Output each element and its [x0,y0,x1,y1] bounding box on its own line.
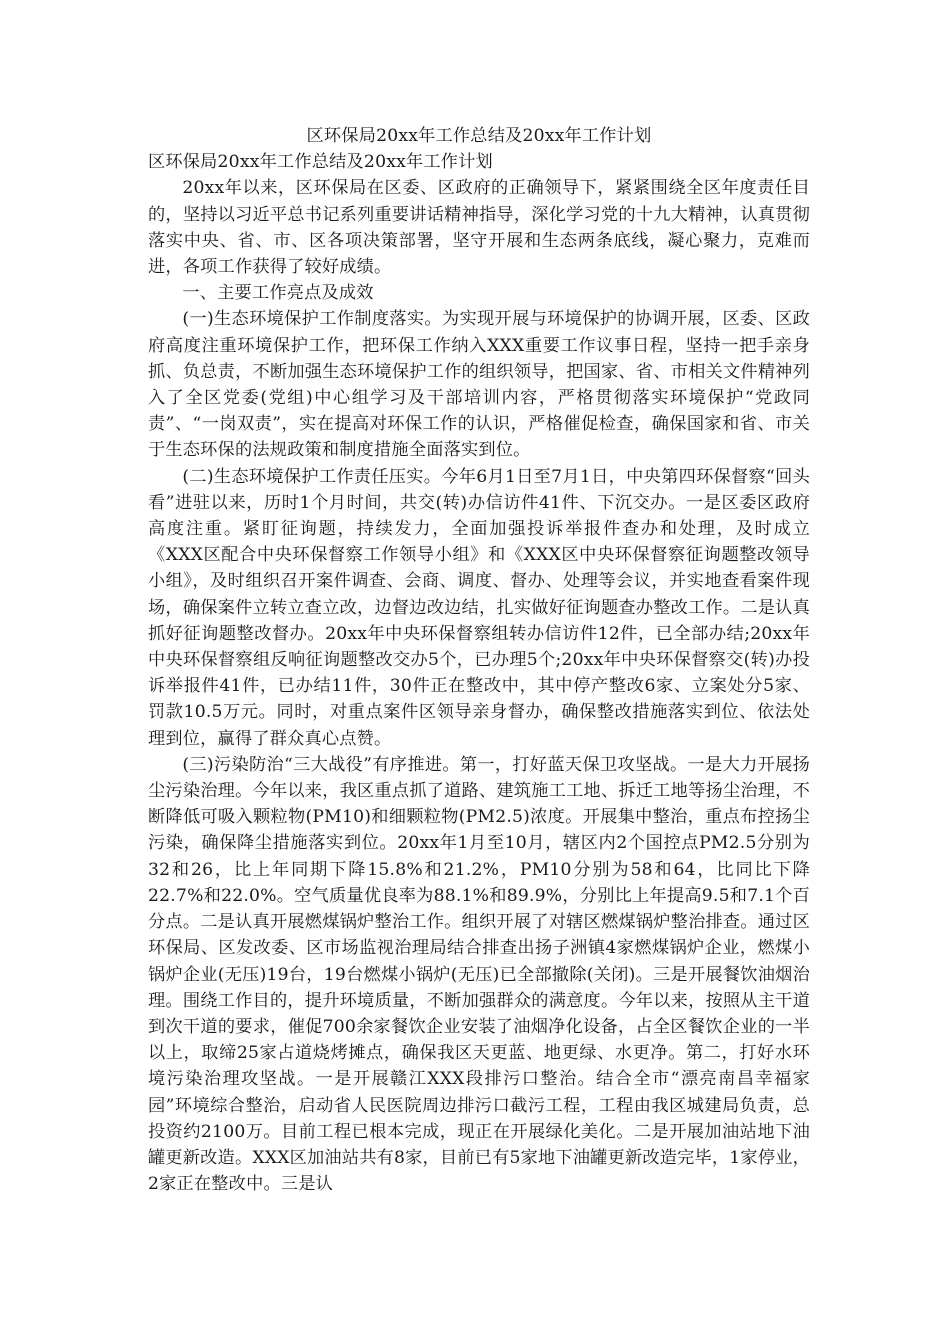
paragraph-section-3: (三)污染防治“三大战役”有序推进。第一，打好蓝天保卫攻坚战。一是大力开展扬尘污染治理。今年以来，我区重点抓了道路、建筑施工工地、拆迁工地等扬尘治理，不断降低可吸入颗粒物(PM10)和细颗粒物(PM2.5)浓度。开展集中整治，重点布控扬尘污染，确保降尘措施落实到位。20xx年1月至10月，辖区内2个国控点PM2.5分别为32和26，比上年同期下降15.8%和21.2%，PM10分别为58和64，比同比下降22.7%和22.0%。空气质量优良率为88.1%和89.9%，分别比上年提高9.5和7.1个百分点。二是认真开展燃煤锅炉整治工作。组织开展了对辖区燃煤锅炉整治排查。通过区环保局、区发改委、区市场监视治理局结合排查出扬子洲镇4家燃煤锅炉企业，燃煤小锅炉企业(无压)19台，19台燃煤小锅炉(无压)已全部撤除(关闭)。三是开展餐饮油烟治理。围绕工作目的，提升环境质量，不断加强群众的满意度。今年以来，按照从主干道到次干道的要求，催促700余家餐饮企业安装了油烟净化设备，占全区餐饮企业的一半以上，取缔25家占道烧烤摊点，确保我区天更蓝、地更绿、水更净。第二，打好水环境污染治理攻坚战。一是开展赣江XXX段排污口整治。结合全市“漂亮南昌幸福家园”环境综合整治，启动省人民医院周边排污口截污工程，工程由我区城建局负责，总投资约2100万。目前工程已根本完成，现正在开展绿化美化。二是开展加油站地下油罐更新改造。XXX区加油站共有8家，目前已有5家地下油罐更新改造完毕，1家停业，2家正在整改中。三是认 [148,754,810,1195]
section-heading: 一、主要工作亮点及成效 [182,283,374,304]
document-subtitle: 区环保局20xx年工作总结及20xx年工作计划 [148,152,493,173]
paragraph-intro: 20xx年以来，区环保局在区委、区政府的正确领导下，紧紧围绕全区年度责任目的，坚持以习近平总书记系列重要讲话精神指导，深化学习党的十九大精神，认真贯彻落实中央、省、市、区各项决策部署，坚守开展和生态两条底线，凝心聚力，克难而进，各项工作获得了较好成绩。 [148,178,810,278]
paragraph-section-2: (二)生态环境保护工作责任压实。今年6月1日至7月1日，中央第四环保督察“回头看”进驻以来，历时1个月时间，共交(转)办信访件41件、下沉交办。一是区委区政府高度注重。紧盯征询题，持续发力，全面加强投诉举报件查办和处理，及时成立《XXX区配合中央环保督察工作领导小组》和《XXX区中央环保督察征询题整改领导小组》，及时组织召开案件调查、会商、调度、督办、处理等会议，并实地查看案件现场，确保案件立转立查立改，边督边改边结，扎实做好征询题查办整改工作。二是认真抓好征询题整改督办。20xx年中央环保督察组转办信访件12件，已全部办结;20xx年中央环保督察组反响征询题整改交办5个，已办理5个;20xx年中央环保督察交(转)办投诉举报件41件，已办结11件，30件正在整改中，其中停产整改6家、立案处分5家、罚款10.5万元。同时，对重点案件区领导亲身督办，确保整改措施落实到位、依法处理到位，赢得了群众真心点赞。 [148,466,810,749]
paragraph-section-1: (一)生态环境保护工作制度落实。为实现开展与环境保护的协调开展，区委、区政府高度注重环境保护工作，把环保工作纳入XXX重要工作议事日程，坚持一把手亲身抓、负总责，不断加强生态环境保护工作的组织领导，把国家、省、市相关文件精神列入了全区党委(党组)中心组学习及干部培训内容，严格贯彻落实环境保护“党政同责”、“一岗双责”，实在提高对环保工作的认识，严格催促检查，确保国家和省、市关于生态环保的法规政策和制度措施全面落实到位。 [148,309,810,461]
document-title: 区环保局20xx年工作总结及20xx年工作计划 [306,126,652,146]
document-body [148,123,810,1197]
